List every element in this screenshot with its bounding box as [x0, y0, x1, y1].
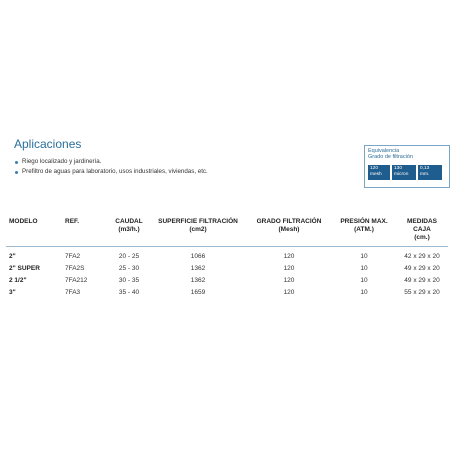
cell-grado: 120 [283, 252, 295, 260]
list-item-text: Riego localizado y jardinería. [22, 158, 102, 165]
table-row [6, 247, 448, 263]
cell-grado: 120 [283, 288, 295, 296]
header-label: MEDIDAS CAJA [407, 218, 437, 233]
bullet-icon [15, 171, 18, 174]
cell-presion: 10 [360, 288, 368, 296]
cell-medidas: 49 x 29 x 20 [404, 264, 440, 272]
table-row [6, 262, 448, 274]
cell-modelo: 2" [9, 252, 16, 260]
header-modelo [6, 218, 62, 247]
header-label: SUPERFICIE FILTRACIÓN [158, 218, 238, 225]
header-label: PRESIÓN MAX. [340, 218, 388, 225]
cell-ref: 7FA3 [65, 288, 81, 296]
cell-presion: 10 [360, 276, 368, 284]
spec-table-body [6, 247, 448, 299]
cell-caudal: 25 - 30 [118, 264, 140, 272]
cell-modelo: 3" [9, 288, 16, 296]
filtration-equivalence-box [364, 145, 450, 188]
micron-unit: micron [394, 171, 409, 177]
cell-medidas: 49 x 29 x 20 [404, 276, 440, 284]
mesh-value-box [368, 165, 390, 180]
list-item [14, 157, 344, 167]
cell-caudal: 20 - 25 [118, 252, 140, 260]
equivalence-title-line1: Equivalencia [368, 148, 400, 154]
header-grado [246, 218, 332, 247]
cell-ref: 7FA2 [65, 252, 81, 260]
cell-presion: 10 [360, 252, 368, 260]
cell-modelo: 2" SUPER [9, 264, 40, 272]
header-superficie [150, 218, 246, 247]
micron-value-box [392, 165, 416, 180]
micron-value: 130 [394, 166, 403, 171]
list-item-text: Prefiltro de aguas para laboratorio, usos industriales, viviendas, etc. [22, 168, 208, 175]
cell-grado: 120 [283, 264, 295, 272]
header-ref [62, 218, 108, 247]
equivalence-title-line2: Grado de filtración [368, 154, 413, 160]
table-row [6, 274, 448, 286]
mesh-value: 120 [370, 166, 379, 171]
table-row [6, 286, 448, 298]
header-unit: (cm.) [414, 234, 430, 241]
header-medidas [396, 218, 448, 247]
cell-ref: 7FA2S [65, 264, 85, 272]
header-presion [332, 218, 396, 247]
mm-value: 0,13 [420, 166, 430, 171]
cell-caudal: 35 - 40 [118, 288, 140, 296]
cell-grado: 120 [283, 276, 295, 284]
cell-medidas: 55 x 29 x 20 [404, 288, 440, 296]
cell-medidas: 42 x 29 x 20 [404, 252, 440, 260]
header-label: CAUDAL [115, 218, 143, 225]
header-unit: (ATM.) [354, 226, 374, 233]
cell-superficie: 1362 [190, 264, 206, 272]
header-row [6, 218, 448, 247]
equivalence-title [368, 148, 446, 160]
applications-title: Aplicaciones [14, 137, 82, 151]
header-label: MODELO [9, 218, 38, 225]
cell-caudal: 30 - 35 [118, 276, 140, 284]
cell-modelo: 2 1/2" [9, 276, 27, 284]
cell-ref: 7FA212 [65, 276, 88, 284]
cell-presion: 10 [360, 264, 368, 272]
cell-superficie: 1659 [190, 288, 206, 296]
header-unit: (cm2) [189, 226, 207, 233]
spec-table-header [6, 218, 448, 247]
header-caudal [108, 218, 150, 247]
mesh-unit: mesh [370, 171, 382, 177]
mm-value-box [418, 165, 442, 180]
header-label: REF. [65, 218, 80, 225]
bullet-icon [15, 161, 18, 164]
applications-list [14, 157, 344, 177]
list-item [14, 167, 344, 177]
cell-superficie: 1066 [190, 252, 206, 260]
header-label: GRADO FILTRACIÓN [256, 218, 322, 225]
mm-unit: mm. [420, 171, 430, 177]
applications-section [14, 137, 344, 177]
header-unit: (m3/h.) [118, 226, 140, 233]
header-unit: (Mesh) [278, 226, 300, 233]
cell-superficie: 1362 [190, 276, 206, 284]
equivalence-values [368, 165, 446, 180]
spec-table [6, 218, 448, 298]
